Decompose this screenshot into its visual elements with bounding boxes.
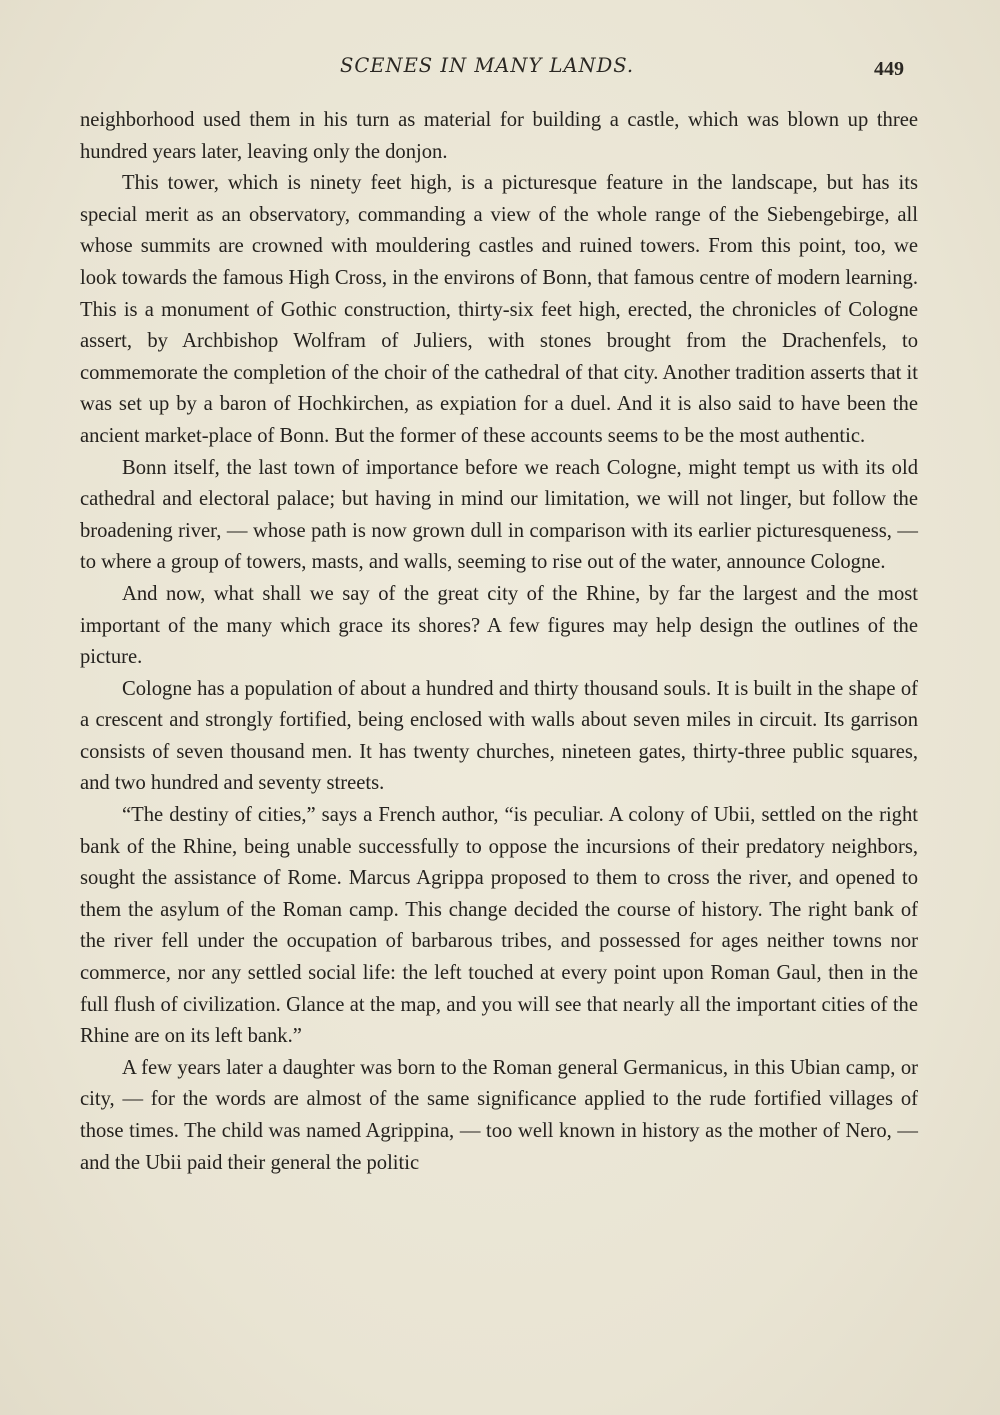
paragraph-agrippina: A few years later a daughter was born to the Roman general Germanicus, in this Ubian camp, or city, — for the words are almost of the same significance applied to the rude fortified villages of those times. The child was named Agrippina, — too well known in history as the mother of Nero, — and the Ubii paid their general the politic: [80, 1056, 918, 1174]
paragraph-destiny-quote: “The destiny of cities,” says a French author, “is peculiar. A colony of Ubii, settled on the right bank of the Rhine, being unable successfully to oppose the incursions of their predatory neighbors, sought the assistance of Rome. Marcus Agrippa proposed to them to cross the river, and opened to them the asylum of the Roman camp. This change decided the course of history. The right bank of the river fell under the occupation of barbarous tribes, and possessed for ages neither towns nor commerce, nor any settled social life: the left touched at every point upon Roman Gaul, then in the full flush of civilization. Glance at the map, and you will see that nearly all the important cities of the Rhine are on its left bank.”: [80, 804, 918, 1048]
paragraph-great-city: And now, what shall we say of the great city of the Rhine, by far the largest and the most important of the many which grace its shores? A few figures may help design the outlines of the picture.: [80, 582, 918, 669]
page-number: 449: [874, 58, 904, 80]
body-text: [80, 105, 918, 1179]
paragraph-continued: neighborhood used them in his turn as material for building a castle, which was blown up three hundred years later, leaving only the donjon.: [80, 109, 918, 163]
paragraph-cologne-figures: Cologne has a population of about a hundred and thirty thousand souls. It is built in the shape of a crescent and strongly fortified, being enclosed with walls about seven miles in circuit. Its garrison consists of seven thousand men. It has twenty churches, nineteen gates, thirty-three public squares, and two hundred and seventy streets.: [80, 677, 918, 795]
paragraph-tower: This tower, which is ninety feet high, is a picturesque feature in the landscape, but has its special merit as an observatory, commanding a view of the whole range of the Siebengebirge, all whose summits are crowned with mouldering castles and ruined towers. From this point, too, we look towards the famous High Cross, in the environs of Bonn, that famous centre of modern learning. This is a monument of Gothic construction, thirty-six feet high, erected, the chronicles of Cologne assert, by Archbishop Wolfram of Juliers, with stones brought from the Drachenfels, to commemorate the completion of the choir of the cathedral of that city. Another tradition asserts that it was set up by a baron of Hochkirchen, as expiation for a duel. And it is also said to have been the ancient market-place of Bonn. But the former of these accounts seems to be the most authentic.: [80, 172, 918, 447]
paragraph-bonn: Bonn itself, the last town of importance before we reach Cologne, might tempt us with its old cathedral and electoral palace; but having in mind our limitation, we will not linger, but follow the broadening river, — whose path is now grown dull in comparison with its earlier picturesqueness, — to where a group of towers, masts, and walls, seeming to rise out of the water, announce Cologne.: [80, 456, 918, 574]
running-title: SCENES IN MANY LANDS.: [340, 54, 635, 77]
